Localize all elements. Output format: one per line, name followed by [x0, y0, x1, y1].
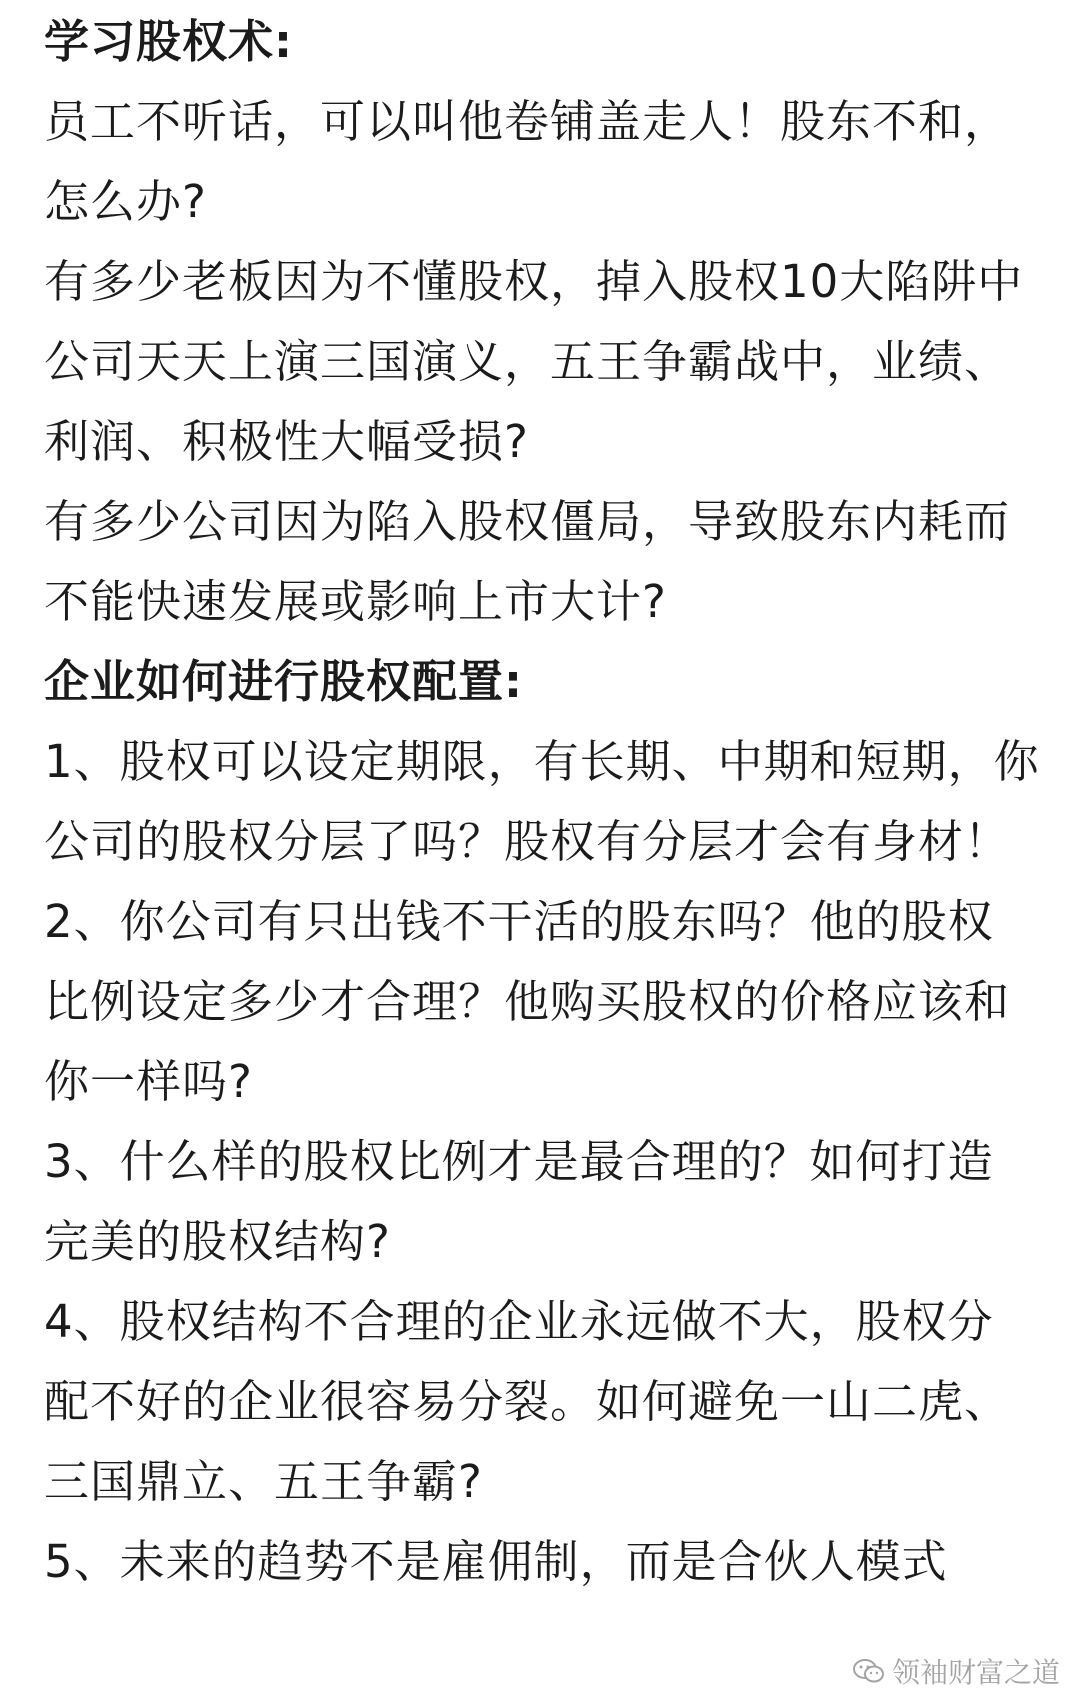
text-line: 公司天天上演三国演义，五王争霸战中，业绩、 — [44, 335, 1011, 388]
text-line: 你一样吗? — [44, 1055, 253, 1108]
watermark — [852, 1651, 1060, 1691]
section-heading: 学习股权术: — [44, 15, 293, 68]
text-line: 比例设定多少才合理？他购买股权的价格应该和 — [44, 975, 1011, 1028]
text-line: 有多少老板因为不懂股权，掉入股权10大陷阱中 — [44, 255, 1024, 308]
text-line: 有多少公司因为陷入股权僵局，导致股东内耗而 — [44, 495, 1011, 548]
text-line: 5、未来的趋势不是雇佣制，而是合伙人模式 — [44, 1535, 948, 1588]
text-line: 三国鼎立、五王争霸? — [44, 1455, 483, 1508]
text-line: 4、股权结构不合理的企业永远做不大，股权分 — [44, 1295, 994, 1348]
text-line: 员工不听话，可以叫他卷铺盖走人！股东不和， — [44, 95, 1011, 148]
text-line: 2、你公司有只出钱不干活的股东吗？他的股权 — [44, 895, 994, 948]
text-line: 利润、积极性大幅受损? — [44, 415, 529, 468]
text-line: 3、什么样的股权比例才是最合理的？如何打造 — [44, 1135, 994, 1188]
text-line: 不能快速发展或影响上市大计? — [44, 575, 667, 628]
watermark-text: 领袖财富之道 — [891, 1656, 1060, 1689]
wechat-logo-icon — [852, 1657, 886, 1685]
section-heading: 企业如何进行股权配置: — [44, 655, 523, 708]
text-line: 怎么办? — [44, 175, 207, 228]
text-line: 配不好的企业很容易分裂。如何避免一山二虎、 — [44, 1375, 1011, 1428]
text-line: 公司的股权分层了吗？股权有分层才会有身材！ — [44, 815, 1011, 868]
text-line: 完美的股权结构? — [44, 1215, 391, 1268]
text-line: 1、股权可以设定期限，有长期、中期和短期，你 — [44, 735, 1040, 788]
